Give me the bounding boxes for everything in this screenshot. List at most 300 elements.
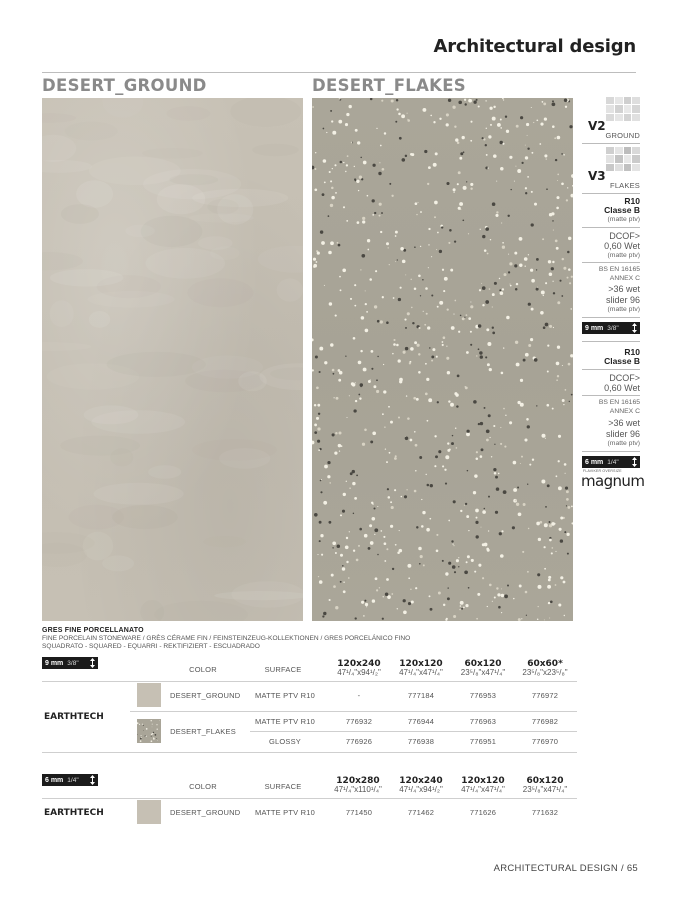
flake-dot: [330, 110, 332, 112]
flake-dot: [536, 288, 539, 291]
flake-dot: [374, 528, 378, 532]
flake-dot: [383, 596, 384, 597]
flake-dot: [393, 339, 395, 341]
column-header-surface: SURFACE: [264, 782, 302, 791]
flake-dot: [486, 128, 487, 129]
flake-dot: [514, 181, 515, 182]
flake-dot: [567, 277, 569, 279]
table-cell-color: DESERT_GROUND: [170, 691, 241, 700]
flake-dot: [389, 264, 390, 265]
flake-dot: [332, 168, 333, 169]
flake-dot: [487, 363, 490, 366]
flake-dot: [395, 121, 397, 123]
flake-dot: [457, 375, 460, 378]
flake-dot: [359, 397, 361, 399]
flake-dot: [379, 203, 382, 206]
flake-dot: [485, 356, 487, 358]
flake-dot: [468, 587, 470, 589]
flake-dot: [494, 596, 496, 598]
flake-dot: [317, 427, 320, 430]
flake-dot: [518, 618, 521, 621]
v3-variation-grid: [606, 147, 640, 171]
flake-dot: [418, 547, 422, 551]
flake-dot: [558, 603, 561, 606]
flake-dot: [525, 266, 526, 267]
flake-dot: [558, 435, 561, 438]
flake-dot: [529, 464, 531, 466]
flake-dot: [490, 239, 491, 240]
flake-dot: [450, 269, 453, 272]
flake-dot: [504, 595, 508, 599]
flake-dot: [379, 215, 381, 217]
flake-dot: [568, 237, 571, 240]
flake-dot: [384, 542, 387, 545]
flake-dot: [425, 287, 428, 290]
flake-dot: [564, 99, 568, 103]
flake-dot: [504, 273, 507, 276]
flake-dot: [543, 546, 545, 548]
flake-dot: [410, 279, 411, 280]
flake-dot: [420, 246, 421, 247]
flake-dot: [494, 282, 497, 285]
ground-mottle-patch: [142, 148, 203, 159]
flake-dot: [455, 138, 458, 141]
flake-dot: [334, 397, 335, 398]
flake-dot: [345, 545, 349, 549]
flake-dot: [318, 449, 320, 451]
flake-dot: [516, 283, 518, 285]
flake-dot: [372, 164, 375, 167]
flake-dot: [377, 356, 378, 357]
flake-dot: [443, 336, 446, 339]
flake-dot: [486, 429, 490, 433]
ground-mottle-patch: [89, 311, 110, 328]
flake-dot: [557, 180, 558, 181]
flake-dot: [470, 140, 472, 142]
flake-dot: [527, 425, 530, 428]
flake-dot: [348, 577, 350, 579]
flake-dot: [388, 247, 389, 248]
flake-dot: [319, 347, 323, 351]
ground-mottle-patch: [42, 252, 83, 270]
flake-dot: [152, 733, 154, 735]
flake-dot: [470, 121, 472, 123]
flake-dot: [545, 323, 549, 327]
flake-dot: [358, 361, 362, 365]
flake-dot: [540, 311, 544, 315]
flake-dot: [415, 587, 417, 589]
flake-dot: [331, 187, 334, 190]
flake-dot: [554, 137, 556, 139]
flake-dot: [499, 141, 502, 144]
flake-dot: [557, 346, 560, 349]
flake-dot: [441, 226, 443, 228]
flake-dot: [339, 276, 341, 278]
flake-dot: [153, 732, 154, 733]
flake-dot: [480, 229, 481, 230]
thickness-mm: 9 mm: [45, 659, 64, 667]
flake-dot: [372, 431, 376, 435]
size-header: 60x120 23⁵/₈"x47¹/₄": [460, 659, 506, 677]
flake-dot: [368, 380, 371, 383]
flake-dot: [396, 99, 398, 101]
flake-dot: [487, 606, 488, 607]
flake-dot: [566, 199, 568, 201]
flake-dot: [513, 598, 514, 599]
flake-dot: [346, 481, 347, 482]
table-cell-color: DESERT_GROUND: [170, 808, 241, 817]
flake-dot: [478, 423, 480, 425]
flake-dot: [459, 157, 462, 160]
ground-mottle-patch: [42, 135, 76, 162]
flake-dot: [338, 369, 341, 372]
ground-mottle-patch: [252, 144, 299, 157]
table-cell-surface: MATTE PTV R10: [255, 691, 315, 700]
flake-dot: [448, 562, 451, 565]
table-cell-code: 771450: [345, 808, 373, 817]
flake-dot: [459, 609, 460, 610]
flake-dot: [503, 490, 507, 494]
flake-dot: [447, 442, 449, 444]
flake-dot: [507, 215, 509, 217]
flake-dot: [493, 106, 495, 108]
flake-mini-texture: [137, 719, 161, 743]
flake-dot: [446, 182, 449, 185]
bs-standard: BS EN 16165: [598, 266, 640, 273]
flake-dot: [447, 371, 450, 374]
flake-dot: [520, 379, 523, 382]
flake-dot: [345, 123, 348, 126]
flake-dot: [442, 560, 444, 562]
flake-dot: [467, 470, 469, 472]
table-cell-code: 776938: [407, 737, 435, 746]
flake-dot: [532, 459, 534, 461]
flake-dot: [570, 194, 573, 198]
flake-dot: [431, 355, 434, 358]
flake-dot: [509, 284, 510, 285]
flake-dot: [395, 544, 397, 546]
flake-dot: [360, 383, 363, 386]
flake-dot: [479, 351, 482, 354]
flake-dot: [374, 305, 377, 308]
flake-dot: [568, 268, 571, 271]
flake-dot: [140, 740, 142, 742]
flake-dot: [538, 585, 542, 589]
flake-dot: [497, 123, 501, 127]
table-cell-code: 776951: [469, 737, 497, 746]
flake-dot: [377, 320, 380, 323]
table-cell-surface: MATTE PTV R10: [255, 808, 315, 817]
flake-dot: [382, 413, 384, 415]
table-cell-code: 776972: [531, 691, 559, 700]
flake-dot: [456, 447, 458, 449]
flake-dot: [557, 136, 561, 140]
flake-dot: [500, 443, 502, 445]
flake-dot: [504, 446, 506, 448]
flake-dot: [466, 430, 469, 433]
flake-dot: [346, 561, 348, 563]
flake-dot: [514, 264, 517, 267]
flake-dot: [478, 564, 481, 567]
flake-dot: [354, 166, 355, 167]
thickness-arrow-icon: [90, 658, 95, 668]
flake-dot: [562, 365, 563, 366]
flake-dot: [443, 290, 445, 292]
flake-dot: [519, 237, 523, 241]
title-divider: [42, 72, 636, 73]
flake-dot: [499, 289, 501, 291]
flake-dot: [353, 409, 356, 412]
flake-dot: [416, 398, 419, 401]
ground-mottle-patch: [166, 106, 210, 120]
flake-dot: [401, 114, 405, 118]
flake-dot: [449, 449, 451, 451]
flake-dot: [554, 523, 556, 525]
flake-dot: [330, 241, 334, 245]
flake-dot: [368, 547, 371, 550]
flake-dot: [468, 317, 471, 320]
table-cell-code: 776953: [469, 691, 497, 700]
thickness-badge-6mm: [42, 774, 98, 786]
flake-dot: [527, 484, 528, 485]
flake-dot: [458, 566, 459, 567]
flake-dot: [324, 361, 327, 364]
flake-dot: [566, 498, 569, 501]
flake-dot: [563, 581, 566, 584]
flake-dot: [355, 382, 356, 383]
flake-dot: [563, 404, 564, 405]
flake-dot: [383, 364, 384, 365]
flake-dot: [423, 311, 424, 312]
flake-dot: [433, 163, 437, 167]
flake-dot: [464, 570, 468, 574]
flake-dot: [312, 441, 314, 445]
swatch-title-desert-ground: DESERT_GROUND: [42, 76, 207, 95]
flake-dot: [482, 543, 485, 546]
flake-dot: [562, 258, 564, 260]
flake-dot: [146, 728, 148, 730]
flake-dot: [418, 275, 421, 278]
flake-dot: [319, 371, 321, 373]
flake-dot: [461, 608, 463, 610]
flake-dot: [474, 571, 476, 573]
flake-dot: [537, 618, 539, 620]
flake-dot: [454, 571, 456, 573]
flake-dot: [317, 252, 320, 255]
table-cell-code: 771626: [469, 808, 497, 817]
flake-dot: [335, 315, 337, 317]
flake-dot: [333, 585, 336, 588]
flake-dot: [453, 314, 454, 315]
flake-dot: [495, 476, 498, 479]
flake-dot: [557, 174, 559, 176]
flake-dot: [428, 244, 429, 245]
flake-dot: [392, 568, 394, 570]
flake-dot: [500, 127, 502, 129]
brand-name: EARTHTECH: [44, 808, 104, 818]
flake-dot: [480, 422, 483, 425]
flake-dot: [394, 457, 397, 460]
flake-dot: [517, 169, 521, 173]
flake-dot: [416, 214, 417, 215]
flake-dot: [476, 517, 478, 519]
flake-dot: [548, 602, 550, 604]
dcof-note: (matte ptv): [607, 252, 640, 259]
flake-dot: [342, 567, 345, 570]
flake-dot: [380, 145, 382, 147]
flake-dot: [534, 203, 537, 206]
flake-dot: [143, 730, 144, 731]
flake-dot: [415, 202, 418, 205]
flake-dot: [352, 482, 355, 485]
flake-dot: [312, 106, 314, 108]
flake-dot: [455, 428, 456, 429]
flake-dot: [552, 125, 555, 128]
flake-dot: [324, 465, 328, 469]
flake-dot: [525, 145, 526, 146]
flake-dot: [481, 448, 484, 451]
flake-dot: [464, 317, 465, 318]
ground-mottle-patch: [88, 291, 175, 308]
ground-mottle-patch: [102, 98, 143, 118]
flake-dot: [538, 538, 541, 541]
flake-dot: [466, 181, 467, 182]
ground-mottle-patch: [230, 98, 301, 127]
flake-dot: [418, 371, 421, 374]
flake-dot: [324, 285, 325, 286]
flake-dot: [460, 315, 462, 317]
table-rule: [130, 711, 577, 712]
flake-dot: [391, 99, 394, 102]
flake-dot: [398, 416, 400, 418]
flake-dot: [546, 188, 548, 190]
flake-dot: [374, 534, 375, 535]
flake-dot: [498, 606, 501, 609]
slip-class-r10: R10: [624, 347, 640, 357]
flake-dot: [494, 472, 497, 475]
flake-dot: [385, 448, 386, 449]
flake-dot: [528, 344, 531, 347]
flake-dot: [571, 394, 573, 396]
flake-dot: [482, 304, 484, 306]
flake-dot: [531, 152, 533, 154]
flake-dot: [517, 401, 520, 404]
flake-dot: [533, 122, 534, 123]
flake-dot: [560, 539, 563, 542]
flake-dot: [314, 424, 317, 427]
flake-dot: [378, 172, 381, 175]
flake-dot: [434, 435, 436, 437]
flake-dot: [502, 143, 504, 145]
flake-dot: [421, 499, 422, 500]
side-divider: [582, 395, 640, 396]
flake-dot: [137, 722, 139, 724]
flake-dot: [407, 312, 410, 315]
flake-dot: [526, 418, 529, 421]
flake-dot: [322, 615, 324, 617]
flake-dot: [361, 601, 364, 604]
flake-dot: [496, 587, 498, 589]
flake-dot: [525, 591, 528, 594]
flake-dot: [547, 371, 549, 373]
flake-dot: [449, 229, 452, 232]
flake-dot: [539, 143, 541, 145]
flake-dot: [328, 251, 332, 255]
flake-dot: [339, 450, 340, 451]
flake-dot: [392, 353, 394, 355]
flake-dot: [497, 593, 500, 596]
flake-dot: [492, 202, 496, 206]
flake-dot: [365, 603, 368, 606]
flake-dot: [456, 559, 459, 562]
flake-dot: [457, 183, 459, 185]
flake-dot: [476, 458, 479, 461]
flake-dot: [423, 564, 425, 566]
flake-dot: [316, 417, 319, 420]
ground-mottle-patch: [61, 204, 99, 224]
flake-dot: [314, 168, 316, 170]
flake-dot: [390, 525, 393, 528]
flake-dot: [369, 524, 372, 527]
column-header-surface: SURFACE: [264, 665, 302, 674]
flake-dot: [394, 489, 396, 491]
flake-dot: [317, 404, 320, 407]
flake-dot: [454, 300, 456, 302]
flake-dot: [393, 297, 395, 299]
flake-dot: [563, 154, 565, 156]
flake-dot: [372, 599, 375, 602]
flake-dot: [372, 199, 375, 202]
flake-dot: [388, 496, 391, 499]
flake-dot: [422, 511, 425, 514]
flake-dot: [446, 113, 449, 116]
ground-mottle-patch: [42, 160, 92, 173]
flake-dot: [523, 503, 526, 506]
flake-dot: [345, 171, 346, 172]
table-cell-code: 777184: [407, 691, 435, 700]
flake-dot: [521, 162, 523, 164]
bs-wet: >36 wet: [608, 418, 640, 428]
flake-dot: [399, 530, 400, 531]
ground-mottle-patch: [42, 113, 76, 122]
flake-dot: [470, 183, 473, 186]
flake-dot: [427, 484, 430, 487]
flake-dot: [524, 257, 528, 261]
flake-dot: [454, 126, 456, 128]
flake-dot: [479, 289, 481, 291]
flake-dot: [545, 438, 546, 439]
thickness-mm: 6 mm: [585, 458, 604, 466]
flake-dot: [452, 565, 456, 569]
flake-dot: [403, 351, 406, 354]
flake-dot: [489, 368, 492, 371]
flake-dot: [501, 372, 504, 375]
flake-dot: [333, 373, 335, 375]
flake-dot: [427, 183, 429, 185]
flake-dot: [353, 513, 354, 514]
bs-slider: slider 96: [605, 295, 640, 305]
flake-dot: [480, 527, 481, 528]
flake-dot: [536, 258, 539, 261]
flake-dot: [481, 283, 482, 284]
flake-dot: [349, 105, 352, 108]
flake-dot: [565, 473, 566, 474]
flake-dot: [476, 535, 479, 538]
flake-dot: [396, 344, 399, 347]
ground-mottle-patch: [203, 536, 246, 547]
flake-dot: [569, 401, 570, 402]
flake-dot: [365, 303, 367, 305]
